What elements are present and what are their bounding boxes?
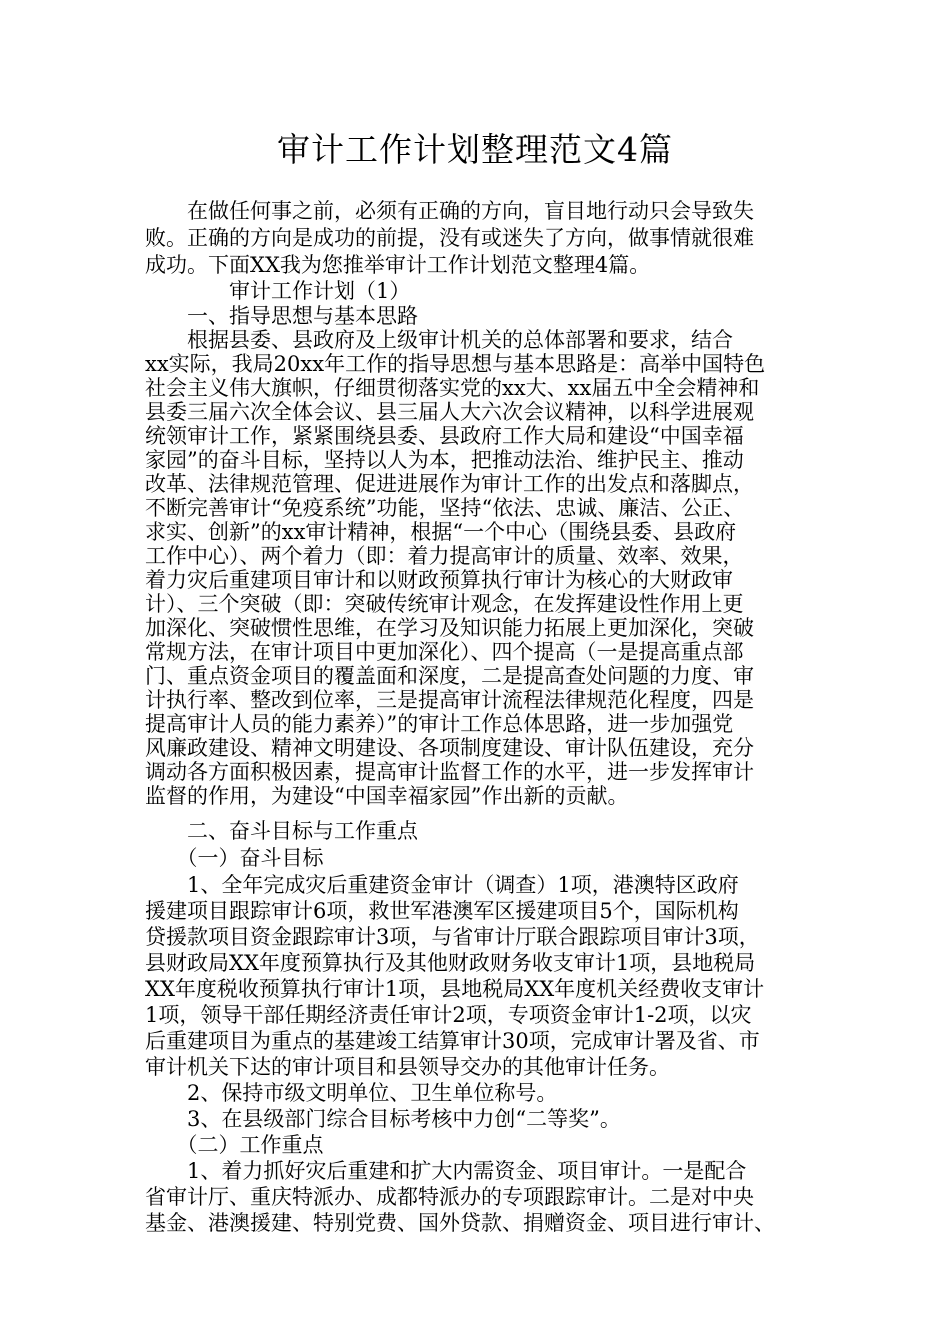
paragraph-line: 审计机关下达的审计项目和县领导交办的其他审计任务。 [145, 1055, 670, 1079]
section-heading: 二、奋斗目标与工作重点 [145, 819, 418, 843]
paragraph-line: 家园”的奋斗目标，坚持以人为本，把推动法治、维护民主、推动 [145, 448, 744, 472]
paragraph-line: 求实、创新”的xx审计精神，根据“一个中心（围绕县委、县政府 [145, 520, 737, 544]
section-heading: 审计工作计划（1） [145, 279, 411, 303]
subsection-heading: （一）奋斗目标 [145, 846, 324, 870]
paragraph-line: 加深化、突破惯性思维，在学习及知识能力拓展上更加深化，突破 [145, 616, 754, 640]
paragraph-line: 3、在县级部门综合目标考核中力创“二等奖”。 [145, 1107, 621, 1131]
document-title: 审计工作计划整理范文4篇 [277, 130, 673, 169]
paragraph-line: 常规方法，在审计项目中更加深化）、四个提高（一是提高重点部 [145, 640, 744, 664]
paragraph-line: 县委三届六次全体会议、县三届人大六次会议精神，以科学进展观 [145, 400, 754, 424]
paragraph-line: 社会主义伟大旗帜，仔细贯彻落实党的xx大、xx届五中全会精神和 [145, 376, 760, 400]
paragraph-line: xx实际，我局20xx年工作的指导思想与基本思路是：高举中国特色 [145, 352, 766, 376]
paragraph-line: 根据县委、县政府及上级审计机关的总体部署和要求，结合 [145, 328, 733, 352]
paragraph-line: 成功。下面XX我为您推举审计工作计划范文整理4篇。 [145, 253, 651, 277]
paragraph-line: 门、重点资金项目的覆盖面和深度，二是提高查处问题的力度、审 [145, 664, 754, 688]
paragraph-line: 调动各方面积极因素，提高审计监督工作的水平，进一步发挥审计 [145, 760, 754, 784]
paragraph-line: 工作中心）、两个着力（即：着力提高审计的质量、效率、效果， [145, 544, 744, 568]
paragraph-line: 计执行率、整改到位率，三是提高审计流程法律规范化程度，四是 [145, 688, 754, 712]
paragraph-line: 贷援款项目资金跟踪审计3项，与省审计厅联合跟踪项目审计3项， [145, 925, 760, 949]
subsection-heading: （二）工作重点 [145, 1133, 324, 1157]
paragraph-line: 2、保持市级文明单位、卫生单位称号。 [145, 1081, 558, 1105]
paragraph-line: 监督的作用，为建设“中国幸福家园”作出新的贡献。 [145, 784, 629, 808]
paragraph-line: 省审计厅、重庆特派办、成都特派办的专项跟踪审计。二是对中央 [145, 1185, 754, 1209]
paragraph-line: 不断完善审计“免疫系统”功能，坚持“依法、忠诚、廉洁、公正、 [145, 496, 745, 520]
paragraph-line: 提高审计人员的能力素养）”的审计工作总体思路，进一步加强党 [145, 712, 734, 736]
paragraph-line: 后重建项目为重点的基建竣工结算审计30项，完成审计署及省、市 [145, 1029, 760, 1053]
paragraph-line: 败。正确的方向是成功的前提，没有或迷失了方向，做事情就很难 [145, 226, 754, 250]
paragraph-line: XX年度税收预算执行审计1项，县地税局XX年度机关经费收支审计 [145, 977, 765, 1001]
paragraph-line: 基金、港澳援建、特别党费、国外贷款、捐赠资金、项目进行审计、 [145, 1211, 775, 1235]
paragraph-line: 改革、法律规范管理、促进进展作为审计工作的出发点和落脚点， [145, 472, 754, 496]
paragraph-line: 风廉政建设、精神文明建设、各项制度建设、审计队伍建设，充分 [145, 736, 754, 760]
paragraph-line: 1项，领导干部任期经济责任审计2项，专项资金审计1-2项，以灾 [145, 1003, 752, 1027]
paragraph-line: 1、着力抓好灾后重建和扩大内需资金、项目审计。一是配合 [145, 1159, 747, 1183]
paragraph-line: 援建项目跟踪审计6项，救世军港澳军区援建项目5个，国际机构 [145, 899, 739, 923]
paragraph-line: 县财政局XX年度预算执行及其他财政财务收支审计1项，县地税局 [145, 951, 756, 975]
paragraph-line: 统领审计工作，紧紧围绕县委、县政府工作大局和建设“中国幸福 [145, 424, 744, 448]
section-heading: 一、指导思想与基本思路 [145, 304, 418, 328]
paragraph-line: 着力灾后重建项目审计和以财政预算执行审计为核心的大财政审 [145, 568, 733, 592]
paragraph-line: 在做任何事之前，必须有正确的方向，盲目地行动只会导致失 [145, 199, 754, 223]
paragraph-line: 1、全年完成灾后重建资金审计（调查）1项，港澳特区政府 [145, 873, 739, 897]
paragraph-line: 计）、三个突破（即：突破传统审计观念，在发挥建设性作用上更 [145, 592, 744, 616]
